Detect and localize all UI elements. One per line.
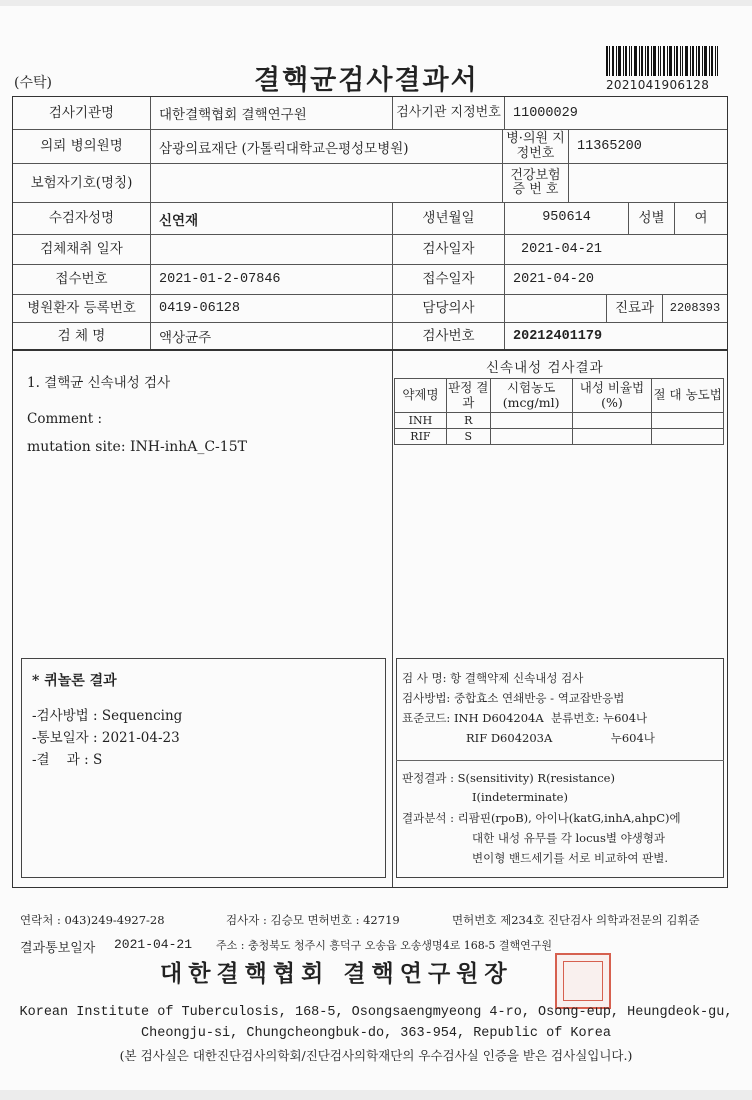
method-analysis-1: 결과분석 : 리팜핀(rpoB), 아이나(katG,inhA,ahpC)에	[402, 811, 681, 825]
english-address-1: Korean Institute of Tuberculosis, 168-5, Osongsaengmyeong 4-ro, Osong-eup, Heungdeok-gu,	[19, 1005, 733, 1020]
hospital-reg-label: 병원환자 등록번호	[13, 295, 151, 323]
column-header: 절 대 농도법	[652, 379, 724, 413]
hospital-reg-value: 0419-06128	[151, 295, 393, 323]
official-seal-stamp	[555, 953, 611, 1009]
test-number-label: 검사번호	[393, 323, 505, 349]
sex-value: 여	[675, 203, 727, 235]
specimen-value: 액상균주	[151, 323, 393, 349]
footer-specialist: 면허번호 제234호 진단검사 의학과전문의 김휘준	[452, 913, 700, 927]
dob-value: 950614	[505, 203, 629, 235]
quinolone-method: -검사방법 : Sequencing	[32, 708, 183, 724]
footer-report-date: 2021-04-21	[114, 937, 193, 952]
ratio-cell	[572, 429, 652, 445]
receipt-number-value: 2021-01-2-07846	[151, 265, 393, 295]
column-header: 내성 비율법(%)	[572, 379, 652, 413]
collection-date-label: 검체채취 일자	[13, 235, 151, 265]
health-id-value	[569, 164, 727, 203]
copy-tag: (수탁)	[14, 75, 52, 91]
document-title: 결핵균검사결과서	[254, 65, 479, 96]
quinolone-result: -결 과 : S	[32, 752, 103, 768]
receipt-date-value: 2021-04-20	[505, 265, 727, 295]
specimen-label: 검 체 명	[13, 323, 151, 349]
table-row	[395, 413, 724, 429]
footer-address: 주소 : 충청북도 청주시 흥덕구 오송읍 오송생명4로 168-5 결핵연구원	[216, 939, 553, 952]
clinic-code-label: 병·의원 지정번호	[503, 130, 569, 164]
drug-cell: INH	[395, 413, 447, 429]
test-number-value: 20212401179	[513, 328, 603, 344]
table-header-row	[395, 379, 724, 413]
patient-name-label: 수검자성명	[13, 203, 151, 235]
table-row	[395, 429, 724, 445]
method-judgement-2: I(indeterminate)	[472, 790, 568, 804]
susceptibility-title: 신속내성 검사결과	[486, 360, 604, 376]
absolute-cell	[652, 429, 724, 445]
health-id-label: 건강보험 증 번 호	[503, 164, 569, 203]
mutation-site: mutation site: INH-inhA_C-15T	[27, 439, 247, 455]
quinolone-title: * 퀴놀론 결과	[32, 673, 117, 689]
clinic-code-value: 11365200	[569, 130, 727, 164]
comment-label: Comment :	[27, 411, 103, 427]
receipt-number-label: 접수번호	[13, 265, 151, 295]
organization-name: 대한결핵협회 결핵연구원장	[160, 961, 513, 987]
method-std-code-1: 표준코드: INH D604204A 분류번호: 누604나	[402, 711, 648, 725]
institution-code-label: 검사기관 지정번호	[393, 97, 505, 130]
absolute-cell	[652, 413, 724, 429]
institution-value: 대한결핵협회 결핵연구원	[151, 97, 393, 130]
institution-label: 검사기관명	[13, 97, 151, 130]
susceptibility-table	[394, 378, 724, 445]
test-date-label: 검사일자	[393, 235, 505, 265]
barcode-icon	[606, 46, 718, 76]
department-label: 진료과	[607, 295, 663, 323]
conc-cell	[490, 413, 572, 429]
patient-name-value: 신연재	[151, 203, 393, 235]
certification-note: (본 검사실은 대한진단검사의학회/진단검사의학재단의 우수검사실 인증을 받은 검사실입니다.)	[119, 1048, 633, 1063]
method-judgement-1: 판정결과 : S(sensitivity) R(resistance)	[402, 771, 615, 785]
doctor-value	[505, 295, 607, 323]
column-header: 판정 결과	[446, 379, 490, 413]
method-separator	[396, 760, 724, 761]
conc-cell	[490, 429, 572, 445]
english-address-2: Cheongju-si, Chungcheongbuk-do, 363-954, Republic of Korea	[141, 1026, 611, 1041]
method-test-method: 검사방법: 중합효소 연쇄반응 - 역교잡반응법	[402, 691, 625, 705]
sex-label: 성별	[629, 203, 675, 235]
info-table	[12, 96, 728, 350]
insured-value	[151, 164, 503, 203]
drug-cell: RIF	[395, 429, 447, 445]
result-divider	[392, 351, 393, 887]
method-test-name: 검 사 명: 항 결핵약제 신속내성 검사	[402, 671, 584, 685]
doctor-label: 담당의사	[393, 295, 505, 323]
quinolone-box	[21, 658, 386, 878]
method-analysis-3: 변이형 밴드세기를 서로 비교하여 판별.	[472, 851, 669, 865]
footer-contact: 연락처 : 043)249-4927-28	[20, 913, 165, 927]
method-std-code-2: RIF D604203A 누604나	[466, 731, 655, 745]
barcode-number: 2021041906128	[606, 78, 710, 92]
collection-date-value	[151, 235, 393, 265]
requester-value: 삼광의료재단 (가톨릭대학교은평성모병원)	[151, 130, 503, 164]
section-title: 1. 결핵균 신속내성 검사	[27, 375, 171, 391]
column-header: 약제명	[395, 379, 447, 413]
column-header: 시험농도 (mcg/ml)	[490, 379, 572, 413]
department-value: 2208393	[663, 295, 727, 323]
method-analysis-2: 대한 내성 유무를 각 locus별 야생형과	[472, 831, 666, 845]
quinolone-report-date: -통보일자 : 2021-04-23	[32, 730, 180, 746]
footer-inspector: 검사자 : 김승모 면허번호 : 42719	[226, 913, 400, 927]
receipt-date-label: 접수일자	[393, 265, 505, 295]
requester-label: 의뢰 병의원명	[13, 130, 151, 164]
footer-report-date-label: 결과통보일자	[20, 941, 96, 956]
test-date-value: 2021-04-21	[505, 235, 727, 265]
result-cell: S	[446, 429, 490, 445]
result-cell: R	[446, 413, 490, 429]
insured-label: 보험자기호(명칭)	[13, 164, 151, 203]
institution-code-value: 11000029	[505, 97, 727, 130]
ratio-cell	[572, 413, 652, 429]
dob-label: 생년월일	[393, 203, 505, 235]
